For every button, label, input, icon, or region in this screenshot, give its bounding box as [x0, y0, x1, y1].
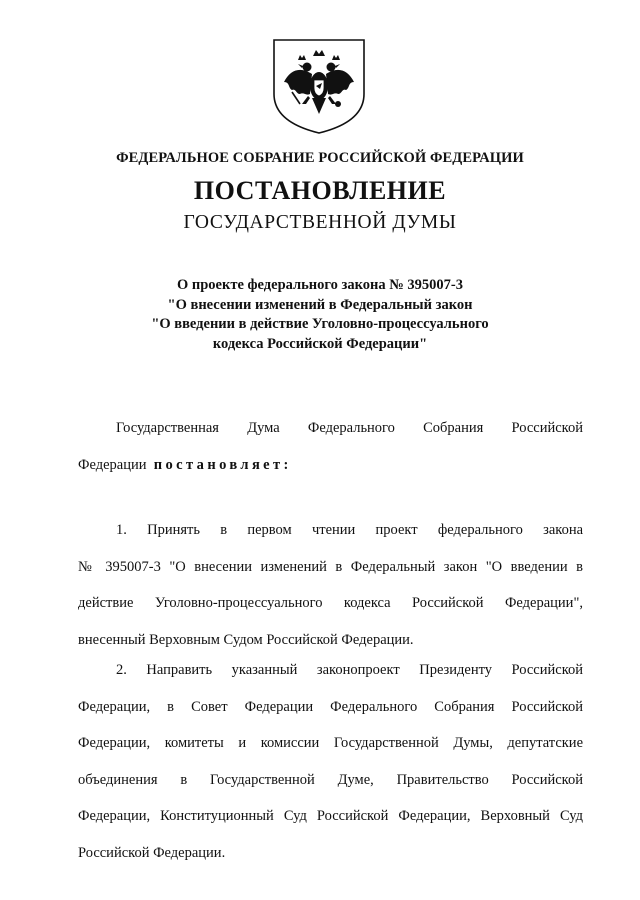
subject-line: "О введении в действие Уголовно-процессуального	[151, 316, 489, 332]
paragraph-line: Федерации, Конституционный Суд Российской Федерации, Верховный Суд	[78, 808, 583, 824]
word: первом	[247, 522, 292, 538]
word: Дума	[247, 420, 280, 436]
word: 2. Направить	[116, 662, 213, 678]
word: Российской	[511, 662, 584, 678]
paragraph-1	[78, 512, 583, 658]
paragraph-line: действие Уголовно-процессуального кодекса Российской Федерации",	[78, 595, 583, 611]
document-issuer-title: ГОСУДАРСТВЕННОЙ ДУМЫ	[183, 212, 457, 233]
paragraph-line: Федерации, в Совет Федерации Федерального Собрания Российской	[78, 698, 583, 715]
subject-line: кодекса Российской Федерации"	[212, 335, 428, 352]
intro-paragraph	[78, 410, 583, 483]
word: законопроект	[316, 662, 400, 678]
intro-line	[78, 447, 583, 484]
word: в	[220, 522, 228, 538]
paragraph-2	[78, 652, 583, 871]
word: закона	[543, 522, 584, 538]
word: Российской	[511, 420, 583, 436]
word: указанный	[231, 662, 298, 678]
word: Федерации	[78, 456, 147, 473]
word: проект	[375, 522, 418, 538]
word: Президенту	[419, 662, 493, 678]
word: Федерального	[307, 420, 395, 436]
word: федерального	[437, 522, 523, 538]
paragraph-line: № 395007-3 "О внесении изменений в Федеральный закон "О введении в	[78, 558, 583, 575]
word: Государственная	[116, 420, 219, 436]
paragraph-line	[78, 652, 583, 689]
word: Собрания	[423, 420, 484, 436]
document-subject	[0, 276, 640, 354]
state-emblem-icon	[270, 36, 368, 136]
word: чтении	[311, 522, 356, 538]
document-type-title: ПОСТАНОВЛЕНИЕ	[193, 176, 447, 205]
paragraph-line: внесенный Верховным Судом Российской Федерации.	[78, 631, 414, 648]
word: 1. Принять	[116, 522, 200, 538]
paragraph-line	[78, 512, 583, 549]
paragraph-line: объединения в Государственной Думе, Правительство Российской	[78, 771, 583, 788]
subject-line: О проекте федерального закона № 395007-3	[176, 277, 464, 293]
assembly-heading: ФЕДЕРАЛЬНОЕ СОБРАНИЕ РОССИЙСКОЙ ФЕДЕРАЦИИ	[116, 150, 524, 166]
resolves-word: постановляет:	[153, 456, 292, 473]
paragraph-line: Федерации, комитеты и комиссии Государственной Думы, депутатские	[78, 735, 583, 751]
paragraph-line: Российской Федерации.	[78, 844, 226, 861]
subject-line: "О внесении изменений в Федеральный закон	[167, 296, 473, 313]
intro-line	[78, 410, 583, 447]
